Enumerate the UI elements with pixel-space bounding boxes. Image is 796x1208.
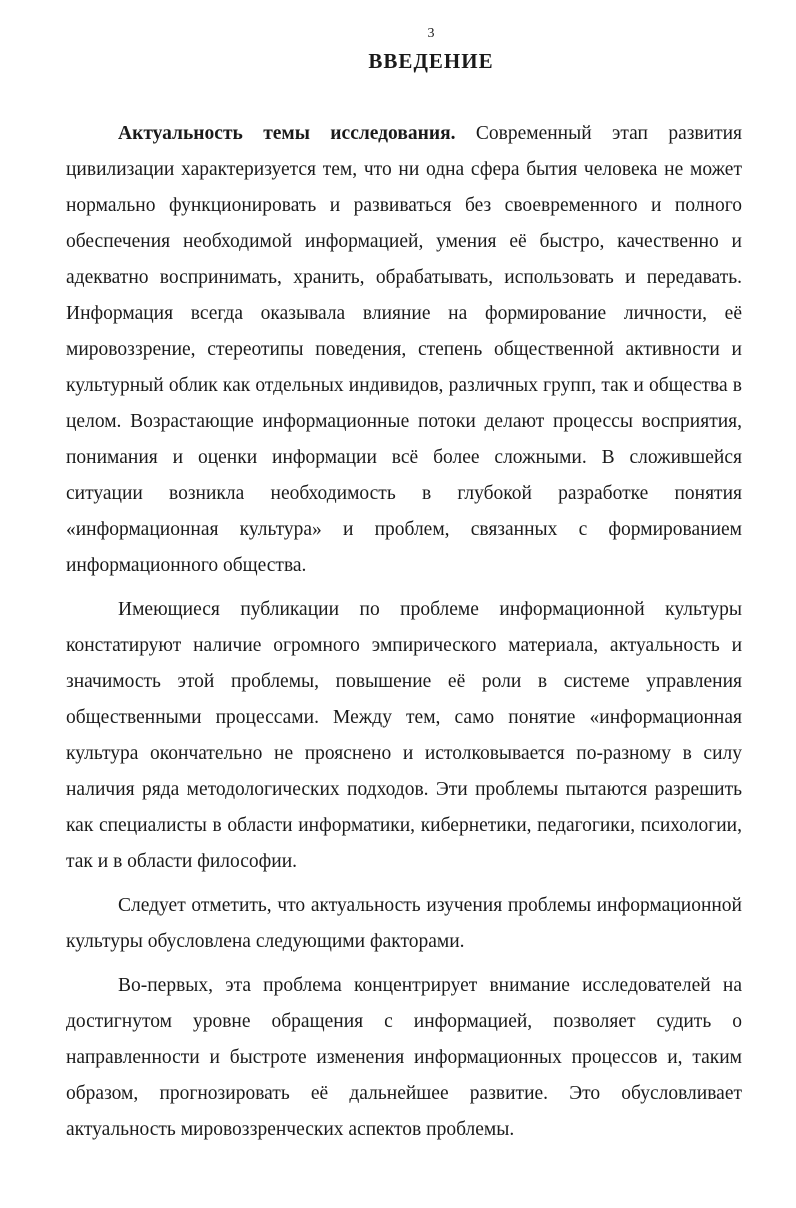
paragraph-lead: Актуальность темы исследования.: [118, 123, 456, 144]
paragraph-firstly: Во-первых, эта проблема концентрирует внимание исследователей на достигнутом уровне обращения с информацией, позволяет судить о направленности и быстроте изменения информационных процессов и, таким образом, прогнозировать её дальнейшее развитие. Это обусловливает актуальность мировоззренческих аспектов проблемы.: [66, 975, 742, 1140]
section-heading: ВВЕДЕНИЕ: [368, 49, 494, 73]
paragraph-relevance: [66, 116, 742, 584]
body-text: [66, 116, 742, 1156]
paragraph-factors: Следует отметить, что актуальность изучения проблемы информационной культуры обусловлена следующими факторами.: [66, 895, 742, 952]
paragraph-text: Современный этап развития цивилизации характеризуется тем, что ни одна сфера бытия человека не может нормально функционировать и развиваться без своевременного и полного обеспечения необходимой информацией, умения её быстро, качественно и адекватно воспринимать, хранить, обрабатывать, использовать и передавать. Информация всегда оказывала влияние на формирование личности, её мировоззрение, стереотипы поведения, степень общественной активности и культурный облик как отдельных индивидов, различных групп, так и общества в целом. Возрастающие информационные потоки делают процессы восприятия, понимания и оценки информации всё более сложными. В сложившейся ситуации возникла необходимость в глубокой разработке понятия «информационная культура» и проблем, связанных с формированием информационного общества.: [66, 123, 742, 576]
paragraph-publications: Имеющиеся публикации по проблеме информационной культуры констатируют наличие огромного эмпирического материала, актуальность и значимость этой проблемы, повышение её роли в системе управления общественными процессами. Между тем, само понятие «информационная культура окончательно не прояснено и истолковывается по-разному в силу наличия ряда методологических подходов. Эти проблемы пытаются разрешить как специалисты в области информатики, кибернетики, педагогики, психологии, так и в области философии.: [66, 599, 742, 872]
page-number: 3: [427, 26, 435, 41]
